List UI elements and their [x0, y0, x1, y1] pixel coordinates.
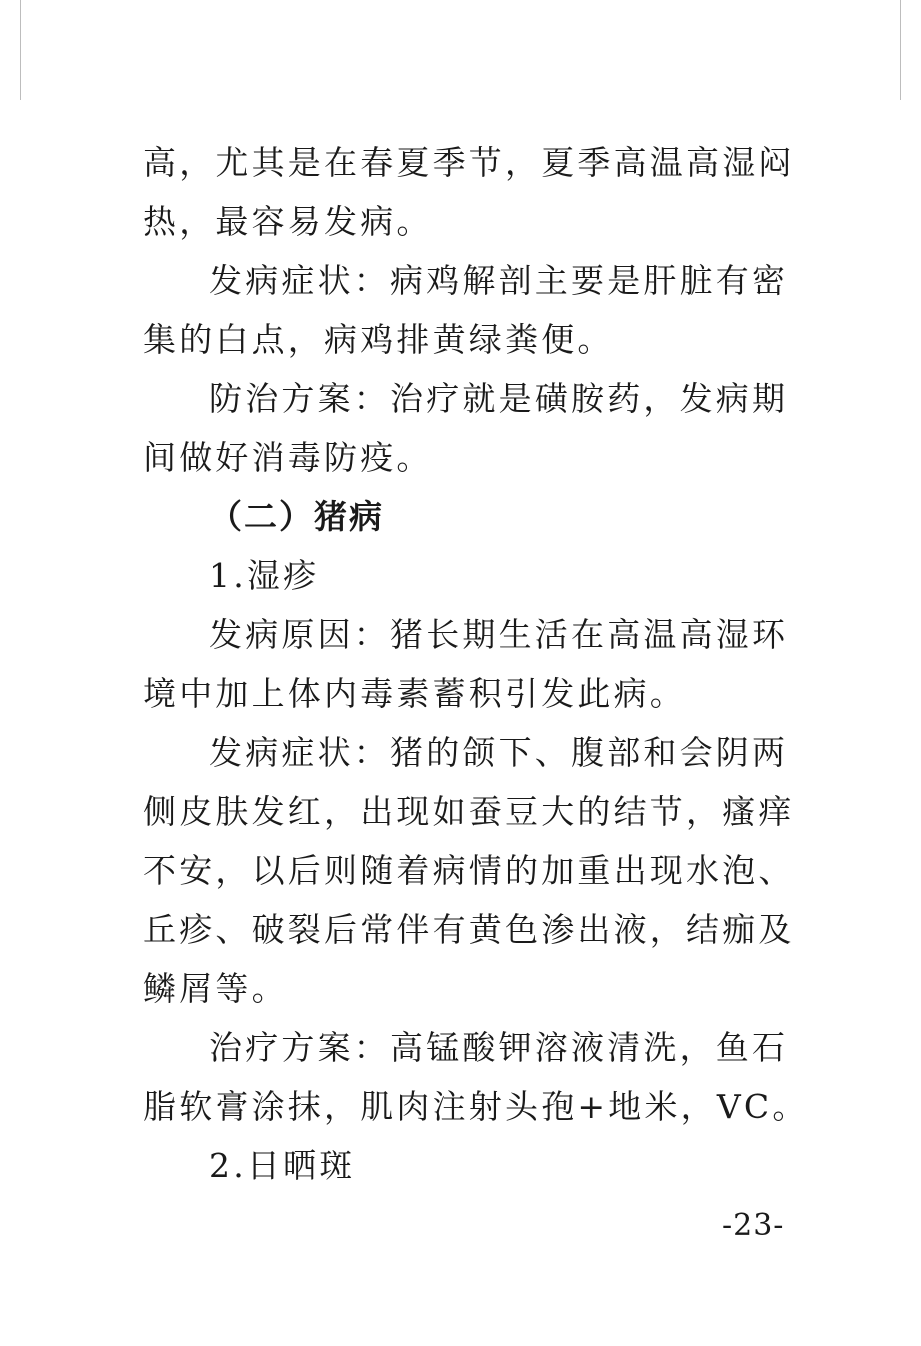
paragraph-line: 治疗方案：高锰酸钾溶液清洗，鱼石	[209, 1028, 789, 1067]
paragraph-line: 不安，以后则随着病情的加重出现水泡、	[143, 851, 795, 890]
paragraph-line: 发病原因：猪长期生活在高温高湿环	[209, 615, 789, 654]
crop-mark-left	[20, 0, 21, 100]
paragraph-line: 集的白点，病鸡排黄绿粪便。	[143, 320, 614, 359]
paragraph-line: 发病症状：猪的颌下、腹部和会阴两	[209, 733, 789, 772]
paragraph-line: 丘疹、破裂后常伴有黄色渗出液，结痂及	[143, 910, 795, 949]
paragraph-line: 高，尤其是在春夏季节，夏季高温高湿闷	[143, 143, 795, 182]
section-heading: （二）猪病	[209, 497, 384, 536]
paragraph-line: 鳞屑等。	[143, 969, 288, 1008]
paragraph-line: 侧皮肤发红，出现如蚕豆大的结节，瘙痒	[143, 792, 795, 831]
subsection-title: 2.日晒斑	[209, 1146, 356, 1185]
crop-mark-right	[900, 0, 901, 100]
paragraph-line: 脂软膏涂抹，肌肉注射头孢+地米，VC。	[143, 1087, 809, 1126]
paragraph-line: 防治方案：治疗就是磺胺药，发病期	[209, 379, 789, 418]
paragraph-line: 境中加上体内毒素蓄积引发此病。	[143, 674, 686, 713]
page-number: -23-	[722, 1208, 785, 1243]
subsection-title: 1.湿疹	[209, 556, 320, 595]
paragraph-line: 间做好消毒防疫。	[143, 438, 433, 477]
body-text	[143, 133, 809, 1195]
paragraph-line: 发病症状：病鸡解剖主要是肝脏有密	[209, 261, 789, 300]
paragraph-line: 热，最容易发病。	[143, 202, 433, 241]
